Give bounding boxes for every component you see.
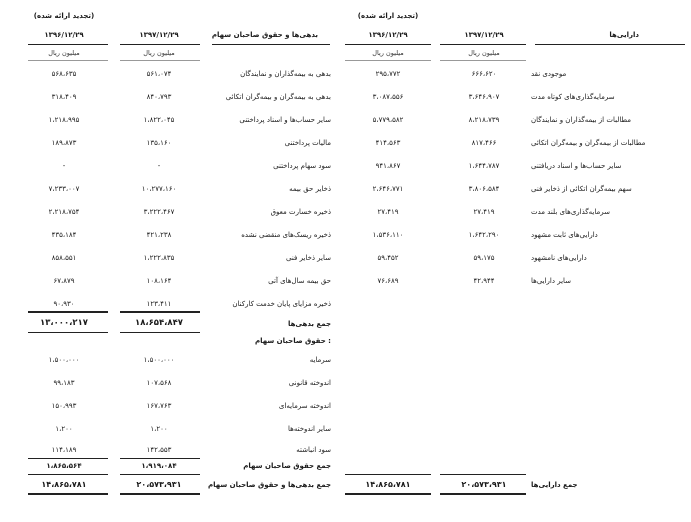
- cell-1396: ۲،۶۴۶،۷۷۱: [372, 185, 404, 193]
- row-label: سرمایه‌گذاری‌های کوتاه مدت: [531, 93, 615, 101]
- cell-1396: ۱،۲۱۸،۹۹۵: [48, 116, 80, 124]
- row-label: دارایی‌های ثابت مشهود: [531, 231, 598, 239]
- row-label: ذخیره مزایای پایان خدمت کارکنان: [232, 300, 331, 308]
- row-label: بدهی به بیمه‌گران و بیمه‌گران اتکائی: [225, 93, 331, 101]
- row-label: مطالبات از بیمه‌گذاران و نمایندگان: [531, 116, 631, 124]
- cell-1397: ۱،۵۰۰،۰۰۰: [143, 356, 175, 364]
- cell-1396: ۱،۵۳۶،۱۱۰: [372, 231, 404, 239]
- row-label: سایر اندوخته‌ها: [288, 425, 331, 433]
- cell-1396: ۶۷،۸۷۹: [53, 277, 75, 285]
- total-liabilities-1396: ۱۳،۰۰۰،۲۱۷: [40, 318, 88, 328]
- cell-1396: ۹۹،۱۸۳: [53, 379, 75, 387]
- row-label: سرمایه‌گذاری‌های بلند مدت: [531, 208, 610, 216]
- row-label: اندوخته سرمایه‌ای: [278, 402, 331, 410]
- grand-total-liab-1397: ۲۰،۵۷۳،۹۳۱: [136, 480, 182, 489]
- cell-1396: ۸۵۸،۵۵۱: [51, 254, 77, 262]
- grand-total-assets-1397: ۲۰،۵۷۳،۹۳۱: [461, 480, 507, 489]
- cell-1397: ۱،۲۲۲،۸۳۵: [143, 254, 175, 262]
- row-label: سایر دارایی‌ها: [531, 277, 572, 285]
- cell-1397: ۸۱۷،۴۶۶: [471, 139, 497, 147]
- total-liabilities-1397: ۱۸،۶۵۴،۸۴۷: [135, 318, 183, 328]
- cell-1397: ۱۰،۲۷۷،۱۶۰: [141, 185, 177, 193]
- cell-1397: ۱،۶۴۴،۷۸۷: [468, 162, 500, 170]
- grand-total-assets-label: جمع دارایی‌ها: [531, 481, 578, 489]
- cell-1397: ۴۲۱،۲۳۸: [146, 231, 172, 239]
- col-header-1396: ۱۳۹۶/۱۲/۲۹: [44, 31, 84, 39]
- grand-total-assets-1396: ۱۴،۸۶۵،۷۸۱: [365, 480, 411, 489]
- cell-1397: ۵۹،۱۷۵: [473, 254, 495, 262]
- cell-1396: ۲۹۵،۷۷۲: [375, 70, 401, 78]
- cell-1397: ۱،۸۲۲،۰۴۵: [143, 116, 175, 124]
- cell-1396: ۲۷،۴۱۹: [377, 208, 399, 216]
- grand-total-liab-label: جمع بدهی‌ها و حقوق صاحبان سهام: [207, 481, 331, 489]
- cell-1397: ۱۴۲،۵۵۳: [146, 446, 172, 454]
- cell-1397: ۶۶۶،۶۲۰: [471, 70, 497, 78]
- cell-1397: ۲۷،۴۱۹: [473, 208, 495, 216]
- cell-1396: ۵،۷۷۹،۵۸۲: [372, 116, 404, 124]
- row-label: سهم بیمه‌گران اتکائی از ذخایر فنی: [531, 185, 632, 193]
- row-label: ذخیره ریسک‌های منقضی نشده: [241, 231, 331, 239]
- cell-1396: ۱،۵۰۰،۰۰۰: [48, 356, 80, 364]
- row-label: ذخیره خسارت معوق: [270, 208, 331, 216]
- restated-note: (تجدید ارائه شده): [33, 12, 95, 20]
- row-label: بدهی به بیمه‌گذاران و نمایندگان: [240, 70, 331, 78]
- cell-1397: ۴۲،۹۴۴: [473, 277, 495, 285]
- cell-1396: ۱۵۰،۹۹۳: [51, 402, 77, 410]
- row-label: موجودی نقد: [531, 70, 567, 78]
- row-label: حق بیمه سال‌های آتی: [268, 277, 331, 285]
- cell-1397: ۳،۲۲۲،۴۶۷: [143, 208, 175, 216]
- cell-1397: ۱۲۳،۴۱۱: [146, 300, 172, 308]
- cell-1396: ۴۳۵،۱۸۴: [51, 231, 77, 239]
- row-label: سایر ذخایر فنی: [286, 254, 331, 262]
- col-header-1397: ۱۳۹۷/۱۲/۲۹: [464, 31, 504, 39]
- cell-1396: ۳۱۸،۴۰۹: [51, 93, 77, 101]
- cell-1396: ۳،۰۸۷،۵۵۶: [372, 93, 404, 101]
- cell-1397: ۱،۲۰۰: [150, 425, 168, 433]
- unit-label: میلیون ریال: [48, 49, 80, 57]
- cell-1397: ۱،۶۴۲،۲۹۰: [468, 231, 500, 239]
- grand-total-liab-1396: ۱۴،۸۶۵،۷۸۱: [41, 480, 87, 489]
- row-label: سایر حساب‌ها و اسناد دریافتنی: [531, 162, 622, 170]
- equity-header: حقوق صاحبان سهام :: [254, 337, 331, 345]
- cell-1396: ۴۱۴،۵۶۳: [375, 139, 401, 147]
- cell-1396: ۷۶،۶۸۹: [377, 277, 399, 285]
- cell-1396: ۹۰،۹۳۰: [53, 300, 75, 308]
- cell-1396: ۱،۲۰۰: [55, 425, 73, 433]
- total-equity-label: جمع حقوق صاحبان سهام: [243, 462, 331, 470]
- cell-1397: ۳،۸۰۶،۵۸۴: [468, 185, 500, 193]
- row-label: مطالبات از بیمه‌گران و بیمه‌گران اتکائی: [531, 139, 646, 147]
- cell-1396: ۵۹،۴۵۲: [377, 254, 399, 262]
- row-label: سایر حساب‌ها و اسناد پرداختنی: [239, 116, 331, 124]
- total-equity-1397: ۱،۹۱۹،۰۸۴: [141, 462, 177, 470]
- cell-1396: -: [62, 162, 66, 170]
- restated-note: (تجدید ارائه شده): [357, 12, 419, 20]
- cell-1396: ۱۸۹،۸۷۳: [51, 139, 77, 147]
- liabilities-header: بدهی‌ها و حقوق صاحبان سهام: [211, 31, 318, 39]
- row-label: دارایی‌های نامشهود: [531, 254, 587, 262]
- cell-1397: ۸۴۰،۷۹۳: [146, 93, 172, 101]
- cell-1396: ۲،۲۱۸،۷۵۴: [48, 208, 80, 216]
- unit-label: میلیون ریال: [372, 49, 404, 57]
- cell-1397: -: [157, 162, 161, 170]
- row-label: مالیات پرداختنی: [284, 139, 331, 147]
- row-label: ذخایر حق بیمه: [289, 185, 331, 193]
- cell-1397: ۱۰۷،۵۶۸: [146, 379, 172, 387]
- total-equity-1396: ۱،۸۶۵،۵۶۴: [46, 462, 82, 470]
- cell-1396: ۷،۲۳۳،۰۰۷: [48, 185, 80, 193]
- cell-1397: ۱۰۸،۱۶۴: [146, 277, 172, 285]
- unit-label: میلیون ریال: [143, 49, 175, 57]
- col-header-1396: ۱۳۹۶/۱۲/۲۹: [368, 31, 408, 39]
- total-liabilities-label: جمع بدهی‌ها: [287, 320, 331, 328]
- cell-1397: ۸،۲۱۸،۷۳۹: [468, 116, 500, 124]
- cell-1396: ۹۴۱،۸۶۷: [375, 162, 401, 170]
- row-label: سود سهام پرداختنی: [273, 162, 331, 170]
- col-header-1397: ۱۳۹۷/۱۲/۲۹: [139, 31, 179, 39]
- cell-1397: ۱۳۵،۱۶۰: [146, 139, 172, 147]
- assets-header: دارایی‌ها: [609, 31, 639, 39]
- cell-1396: ۱۱۴،۱۸۹: [51, 446, 77, 454]
- unit-label: میلیون ریال: [468, 49, 500, 57]
- cell-1396: ۵۶۸،۶۳۵: [51, 70, 77, 78]
- cell-1397: ۱۶۷،۷۶۳: [146, 402, 172, 410]
- row-label: سرمایه: [309, 356, 331, 364]
- row-label: سود انباشته: [296, 446, 331, 454]
- cell-1397: ۳،۶۴۶،۹۰۷: [468, 93, 500, 101]
- row-label: اندوخته قانونی: [288, 379, 331, 387]
- cell-1397: ۵۶۱،۰۷۴: [146, 70, 172, 78]
